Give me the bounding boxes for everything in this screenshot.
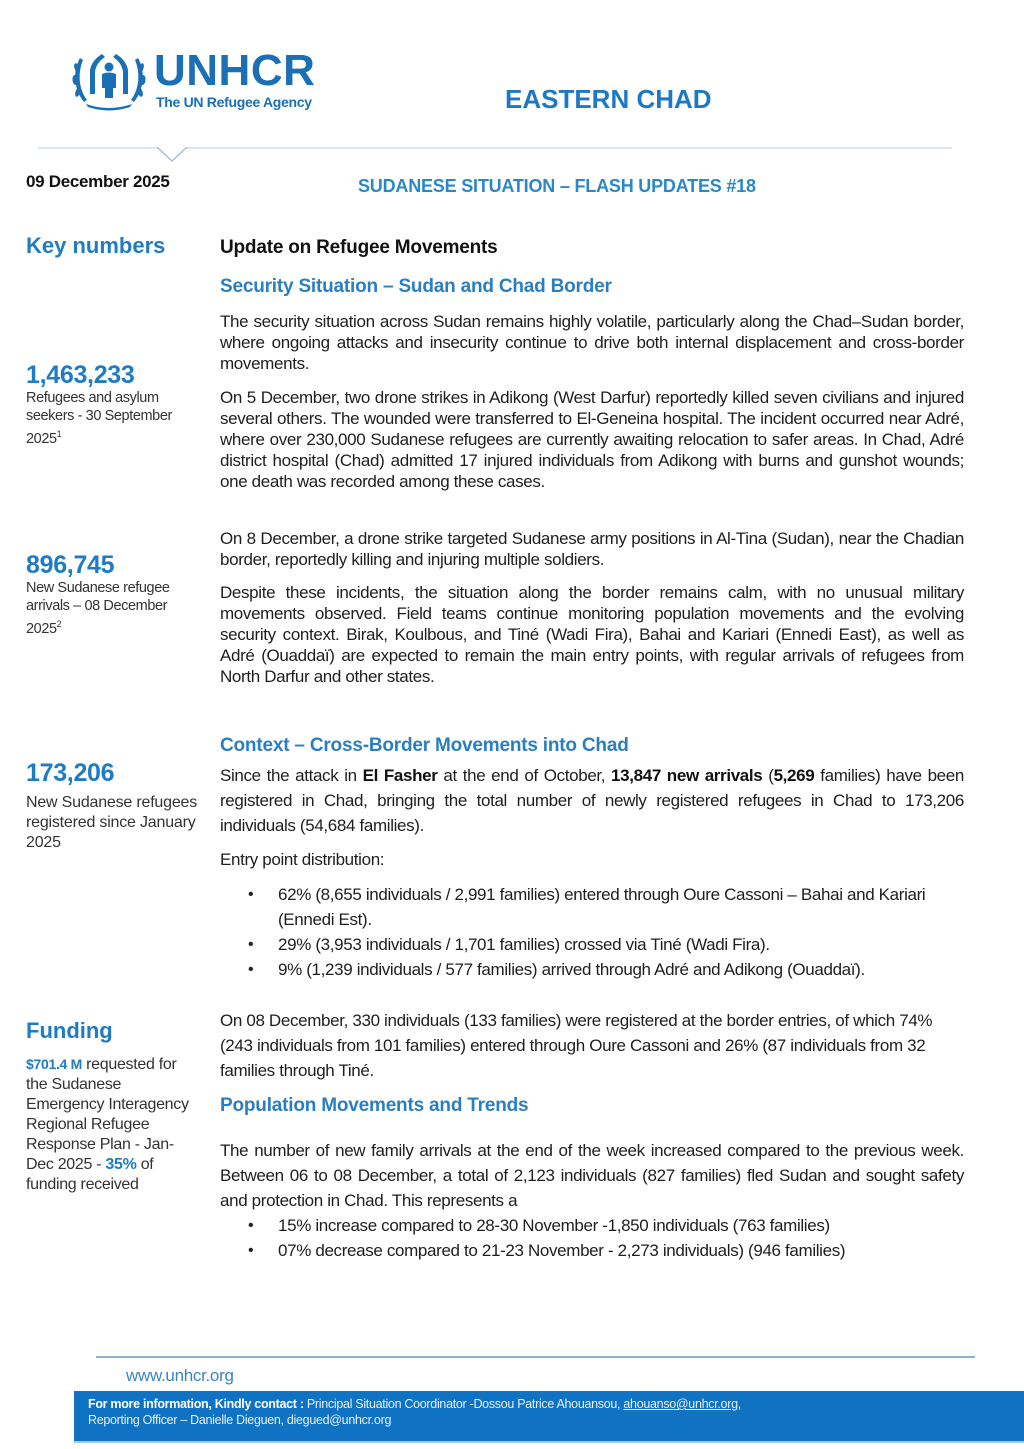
footer-divider <box>96 1356 975 1358</box>
context-heading: Context – Cross-Border Movements into Chad <box>220 735 629 756</box>
update-heading: Update on Refugee Movements <box>220 237 498 258</box>
logo-wordmark: UNHCR <box>154 46 316 95</box>
reporting-officer-contact: Reporting Officer – Danielle Dieguen, diegued@unhcr.org <box>88 1413 392 1427</box>
security-paragraph: On 8 December, a drone strike targeted Sudanese army positions in Al-Tina (Sudan), near the Chadian border, reportedly killing and injuring multiple soldiers. <box>220 529 964 569</box>
unhcr-emblem-icon <box>70 48 148 112</box>
trends-list <box>248 1213 964 1263</box>
security-paragraph: Despite these incidents, the situation along the border remains calm, with no unusual military movements observed. Field teams continue monitoring population movements and the evolving security context. Birak, Koulbous, and Tiné (Wadi Fira), Bahai and Kariari (Ennedi East), as well as Adré (Ouaddaï) are expected to remain the main entry points, with regular arrivals of refugees from North Darfur and other states. <box>220 583 964 686</box>
header-notch-chevron-icon <box>156 146 188 164</box>
logo-tagline: The UN Refugee Agency <box>156 94 312 110</box>
unhcr-logo <box>70 48 315 112</box>
list-item: • 07% decrease compared to 21-23 November - 2,273 individuals) (946 families) <box>248 1238 964 1263</box>
key-number-refugees-asylum <box>26 361 201 448</box>
security-paragraph: On 5 December, two drone strikes in Adikong (West Darfur) reportedly killed seven civilians and injured several others. The wounded were transferred to El-Geneina hospital. The incident occurred near Adré, where over 230,000 Sudanese refugees are currently awaiting relocation to safer areas. In Chad, Adré district hospital (Chad) admitted 17 injured individuals from Adikong with burns and gunshot wounds; one death was recorded among these cases. <box>220 388 964 491</box>
context-intro-paragraph: Since the attack in El Fasher at the end of October, 13,847 new arrivals (5,269 families) have been registered in Chad, bringing the total number of newly registered refugees in Chad to 173,206 individuals (54,684 families). <box>220 766 964 835</box>
distribution-label: Entry point distribution: <box>220 850 385 869</box>
daily-registration-paragraph: On 08 December, 330 individuals (133 families) were registered at the border entries, of which 74% (243 individuals from 101 families) entered through Oure Cassoni and 26% (87 individuals from 32 families through Tiné. <box>220 1011 933 1080</box>
entry-point-distribution-list <box>248 882 964 982</box>
website-link[interactable]: www.unhcr.org <box>126 1366 234 1385</box>
list-item: • 15% increase compared to 28-30 November -1,850 individuals (763 families) <box>248 1213 964 1238</box>
key-number-registered <box>26 759 201 853</box>
trends-paragraph: The number of new family arrivals at the end of the week increased compared to the previous week. Between 06 to 08 December, a total of 2,123 individuals (827 families) fled Sudan and sought safety and protection in Chad. This represents a <box>220 1141 964 1210</box>
funding-amount: $701.4 M <box>26 1056 82 1072</box>
footnote-marker[interactable]: 2 <box>56 619 62 629</box>
footnote-marker[interactable]: 1 <box>56 429 62 439</box>
key-number-value: 1,463,233 <box>26 361 135 389</box>
contact-bar: For more information, Kindly contact : Principal Situation Coordinator -Dossou Patrice Ahouansou, ahouanso@unhcr.org, Reporting Officer – Danielle Dieguen, diegued@unhcr.org <box>74 1391 1024 1443</box>
email-link-coordinator[interactable]: ahouanso@unhcr.org <box>623 1397 738 1411</box>
list-item: • 29% (3,953 individuals / 1,701 families) crossed via Tiné (Wadi Fira). <box>248 932 964 957</box>
funding-text: $701.4 M requested for the Sudanese Emergency Interagency Regional Refugee Response Plan - Jan- Dec 2025 - 35% of funding received <box>26 1056 189 1193</box>
key-numbers-heading: Key numbers <box>26 233 166 258</box>
key-number-value: 896,745 <box>26 551 115 579</box>
region-title: EASTERN CHAD <box>505 84 712 114</box>
trends-heading: Population Movements and Trends <box>220 1095 529 1116</box>
funding-heading: Funding <box>26 1018 113 1043</box>
key-number-new-arrivals <box>26 551 201 638</box>
key-number-value: 173,206 <box>26 759 115 787</box>
key-number-label: New Sudanese refugees registered since January 2025 <box>26 794 198 851</box>
key-number-label: Refugees and asylum seekers - 30 September 2025$^1$ <box>26 390 172 447</box>
report-date: 09 December 2025 <box>26 172 170 191</box>
flash-update-title: SUDANESE SITUATION – FLASH UPDATES #18 <box>358 176 756 196</box>
security-heading: Security Situation – Sudan and Chad Border <box>220 276 612 297</box>
list-item: • 62% (8,655 individuals / 2,991 families) entered through Oure Cassoni – Bahai and Kariari (Ennedi Est). <box>248 882 964 932</box>
contact-label: For more information, Kindly contact : <box>88 1397 304 1411</box>
security-paragraph: The security situation across Sudan remains highly volatile, particularly along the Chad–Sudan border, where ongoing attacks and insecurity continue to drive both internal displacement and cross-border movements. <box>220 312 964 373</box>
key-number-label: New Sudanese refugee arrivals – 08 December 2025$^2$ <box>26 580 170 637</box>
list-item: • 9% (1,239 individuals / 577 families) arrived through Adré and Adikong (Ouaddaï). <box>248 957 964 982</box>
funding-percent: 35% <box>105 1156 137 1173</box>
